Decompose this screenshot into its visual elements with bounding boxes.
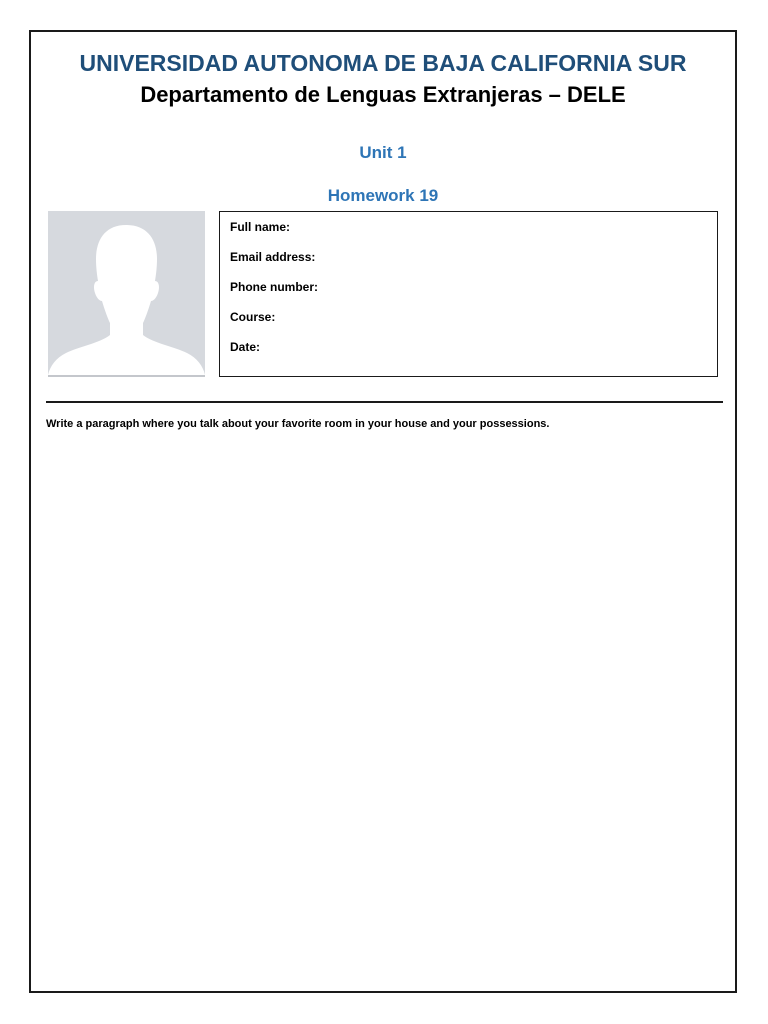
- full-name-label: Full name:: [230, 220, 291, 234]
- section-divider: [46, 401, 723, 403]
- full-name-field[interactable]: [230, 219, 707, 249]
- email-field[interactable]: [230, 249, 707, 279]
- phone-label: Phone number:: [230, 280, 319, 294]
- student-info-box: [219, 211, 718, 377]
- worksheet-page: [29, 30, 737, 993]
- person-silhouette-icon: [48, 211, 205, 375]
- date-field[interactable]: [230, 339, 707, 369]
- writing-instruction: Write a paragraph where you talk about your favorite room in your house and your possessions.: [46, 418, 550, 430]
- avatar-placeholder: [48, 211, 205, 377]
- phone-field[interactable]: [230, 279, 707, 309]
- unit-title: Unit 1: [359, 143, 407, 162]
- department-title: Departamento de Lenguas Extranjeras – DELE: [140, 82, 626, 107]
- homework-title: Homework 19: [327, 186, 439, 205]
- date-label: Date:: [230, 340, 261, 354]
- course-label: Course:: [230, 310, 276, 324]
- university-title: UNIVERSIDAD AUTONOMA DE BAJA CALIFORNIA SUR: [79, 50, 687, 76]
- email-label: Email address:: [230, 250, 316, 264]
- course-field[interactable]: [230, 309, 707, 339]
